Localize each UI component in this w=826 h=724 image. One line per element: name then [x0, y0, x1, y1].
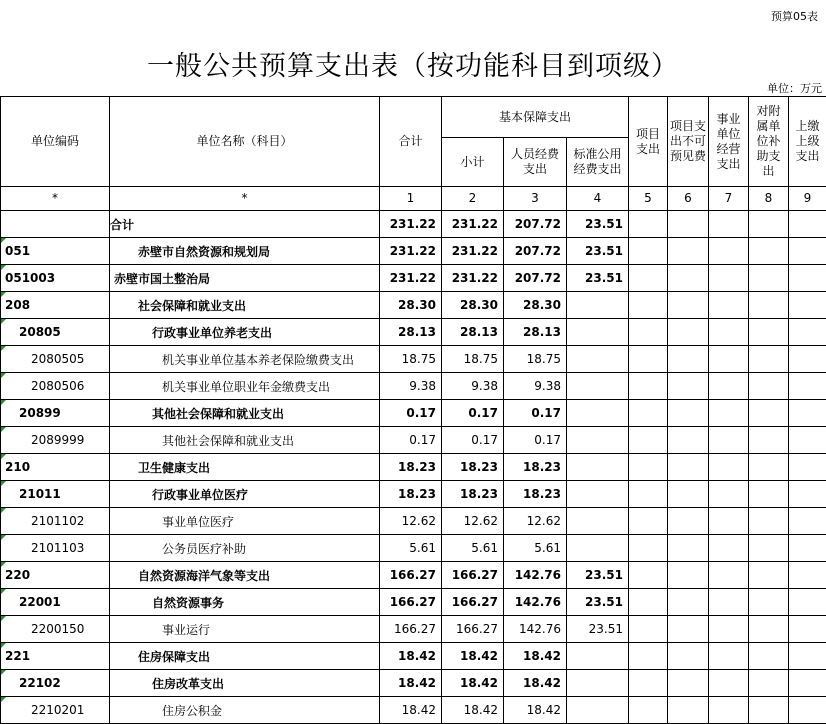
column-number: 9 [789, 187, 826, 211]
row-code: 220 [1, 562, 110, 589]
row-empty-cell [629, 589, 668, 616]
row-name: 社会保障和就业支出 [110, 292, 380, 319]
header-business: 事业单位经营支出 [709, 97, 749, 187]
row-empty-cell [709, 643, 749, 670]
row-total: 28.30 [380, 292, 442, 319]
row-empty-cell [709, 454, 749, 481]
row-empty-cell [629, 508, 668, 535]
table-row [1, 643, 826, 670]
row-standard [567, 346, 629, 373]
row-subtotal: 18.23 [442, 454, 504, 481]
row-empty-cell [629, 454, 668, 481]
row-name: 合计 [110, 211, 380, 238]
row-empty-cell [749, 670, 789, 697]
row-name: 住房公积金 [110, 697, 380, 724]
row-empty-cell [749, 589, 789, 616]
column-number: 1 [380, 187, 442, 211]
row-code: 2101103 [1, 535, 110, 562]
row-empty-cell [749, 535, 789, 562]
row-empty-cell [709, 292, 749, 319]
row-code: 22102 [1, 670, 110, 697]
row-empty-cell [789, 427, 826, 454]
row-empty-cell [629, 211, 668, 238]
header-star: * [1, 187, 110, 211]
row-empty-cell [668, 238, 709, 265]
row-code: 208 [1, 292, 110, 319]
row-empty-cell [629, 697, 668, 724]
row-empty-cell [668, 508, 709, 535]
header-name: 单位名称（科目） [110, 97, 380, 187]
row-empty-cell [629, 535, 668, 562]
row-total: 18.42 [380, 670, 442, 697]
row-empty-cell [629, 292, 668, 319]
row-personnel: 18.75 [504, 346, 567, 373]
row-personnel: 0.17 [504, 400, 567, 427]
row-empty-cell [668, 346, 709, 373]
row-empty-cell [629, 319, 668, 346]
row-personnel: 5.61 [504, 535, 567, 562]
row-subtotal: 231.22 [442, 211, 504, 238]
table-row [1, 589, 826, 616]
row-empty-cell [789, 616, 826, 643]
row-empty-cell [629, 373, 668, 400]
row-empty-cell [789, 697, 826, 724]
row-empty-cell [629, 427, 668, 454]
column-number: 6 [668, 187, 709, 211]
table-row [1, 535, 826, 562]
table-row [1, 562, 826, 589]
row-empty-cell [709, 481, 749, 508]
header-subsidy: 对附属单位补助支出 [749, 97, 789, 187]
row-personnel: 0.17 [504, 427, 567, 454]
row-empty-cell [789, 265, 826, 292]
row-empty-cell [709, 427, 749, 454]
row-total: 231.22 [380, 211, 442, 238]
row-empty-cell [789, 238, 826, 265]
row-personnel: 142.76 [504, 616, 567, 643]
row-total: 18.23 [380, 481, 442, 508]
row-empty-cell [709, 670, 749, 697]
header-project: 项目支出 [629, 97, 668, 187]
row-subtotal: 18.42 [442, 697, 504, 724]
unit-label: 单位：万元 [767, 80, 822, 96]
row-subtotal: 18.42 [442, 670, 504, 697]
row-empty-cell [789, 535, 826, 562]
row-standard: 23.51 [567, 238, 629, 265]
row-standard [567, 535, 629, 562]
header-code: 单位编码 [1, 97, 110, 187]
row-name: 自然资源事务 [110, 589, 380, 616]
row-empty-cell [709, 562, 749, 589]
table-row [1, 211, 826, 238]
row-standard [567, 319, 629, 346]
row-empty-cell [749, 697, 789, 724]
row-empty-cell [749, 319, 789, 346]
row-name: 其他社会保障和就业支出 [110, 400, 380, 427]
row-standard [567, 670, 629, 697]
row-standard [567, 454, 629, 481]
row-total: 231.22 [380, 238, 442, 265]
row-code: 2101102 [1, 508, 110, 535]
table-row [1, 238, 826, 265]
row-name: 自然资源海洋气象等支出 [110, 562, 380, 589]
column-number: 8 [749, 187, 789, 211]
table-row [1, 481, 826, 508]
row-subtotal: 28.13 [442, 319, 504, 346]
row-standard [567, 373, 629, 400]
row-empty-cell [749, 400, 789, 427]
header-unforeseen: 项目支出不可预见费 [668, 97, 709, 187]
row-empty-cell [668, 373, 709, 400]
row-subtotal: 231.22 [442, 238, 504, 265]
row-empty-cell [668, 292, 709, 319]
row-empty-cell [789, 319, 826, 346]
table-row [1, 346, 826, 373]
row-total: 18.23 [380, 454, 442, 481]
row-empty-cell [629, 265, 668, 292]
row-subtotal: 166.27 [442, 562, 504, 589]
row-personnel: 207.72 [504, 238, 567, 265]
table-row [1, 427, 826, 454]
table-row [1, 373, 826, 400]
row-personnel: 142.76 [504, 562, 567, 589]
row-empty-cell [789, 589, 826, 616]
row-empty-cell [709, 265, 749, 292]
row-personnel: 18.23 [504, 481, 567, 508]
row-empty-cell [668, 697, 709, 724]
row-code: 2200150 [1, 616, 110, 643]
row-empty-cell [749, 346, 789, 373]
row-personnel: 207.72 [504, 265, 567, 292]
row-empty-cell [789, 454, 826, 481]
row-standard [567, 292, 629, 319]
column-number: 4 [567, 187, 629, 211]
row-code: 210 [1, 454, 110, 481]
row-empty-cell [709, 535, 749, 562]
row-empty-cell [668, 589, 709, 616]
column-number: 7 [709, 187, 749, 211]
row-empty-cell [629, 346, 668, 373]
row-empty-cell [709, 589, 749, 616]
row-empty-cell [749, 292, 789, 319]
row-name: 住房改革支出 [110, 670, 380, 697]
header-total: 合计 [380, 97, 442, 187]
header-star: * [110, 187, 380, 211]
row-empty-cell [789, 373, 826, 400]
row-subtotal: 18.23 [442, 481, 504, 508]
table-row [1, 670, 826, 697]
row-subtotal: 28.30 [442, 292, 504, 319]
row-empty-cell [749, 238, 789, 265]
row-total: 0.17 [380, 427, 442, 454]
row-empty-cell [709, 346, 749, 373]
row-empty-cell [668, 427, 709, 454]
table-row [1, 319, 826, 346]
row-name: 机关事业单位职业年金缴费支出 [110, 373, 380, 400]
row-empty-cell [668, 319, 709, 346]
row-personnel: 18.42 [504, 670, 567, 697]
row-empty-cell [709, 616, 749, 643]
row-total: 9.38 [380, 373, 442, 400]
row-name: 赤壁市国土整治局 [110, 265, 380, 292]
row-standard: 23.51 [567, 265, 629, 292]
row-empty-cell [749, 616, 789, 643]
header-personnel: 人员经费支出 [504, 138, 567, 187]
row-empty-cell [709, 400, 749, 427]
row-subtotal: 18.75 [442, 346, 504, 373]
row-total: 18.42 [380, 697, 442, 724]
row-name: 公务员医疗补助 [110, 535, 380, 562]
page-title: 一般公共预算支出表（按功能科目到项级） [0, 44, 826, 83]
row-code: 21011 [1, 481, 110, 508]
row-empty-cell [789, 670, 826, 697]
row-empty-cell [629, 562, 668, 589]
row-empty-cell [749, 508, 789, 535]
row-empty-cell [789, 292, 826, 319]
row-subtotal: 166.27 [442, 589, 504, 616]
row-standard: 23.51 [567, 562, 629, 589]
row-personnel: 12.62 [504, 508, 567, 535]
header-standard: 标准公用经费支出 [567, 138, 629, 187]
row-personnel: 18.23 [504, 454, 567, 481]
row-name: 事业单位医疗 [110, 508, 380, 535]
row-subtotal: 231.22 [442, 265, 504, 292]
row-code: 2210201 [1, 697, 110, 724]
row-empty-cell [789, 400, 826, 427]
row-empty-cell [749, 481, 789, 508]
row-standard [567, 643, 629, 670]
row-code: 051 [1, 238, 110, 265]
row-empty-cell [668, 535, 709, 562]
row-name: 卫生健康支出 [110, 454, 380, 481]
row-empty-cell [668, 211, 709, 238]
row-total: 28.13 [380, 319, 442, 346]
row-code: 2080506 [1, 373, 110, 400]
column-number: 2 [442, 187, 504, 211]
row-empty-cell [789, 562, 826, 589]
row-standard: 23.51 [567, 589, 629, 616]
row-name: 其他社会保障和就业支出 [110, 427, 380, 454]
table-row [1, 616, 826, 643]
row-code: 2089999 [1, 427, 110, 454]
row-total: 166.27 [380, 589, 442, 616]
row-empty-cell [629, 643, 668, 670]
row-standard [567, 427, 629, 454]
row-personnel: 9.38 [504, 373, 567, 400]
row-empty-cell [709, 211, 749, 238]
row-name: 行政事业单位医疗 [110, 481, 380, 508]
row-total: 166.27 [380, 616, 442, 643]
row-total: 0.17 [380, 400, 442, 427]
row-personnel: 28.13 [504, 319, 567, 346]
row-name: 住房保障支出 [110, 643, 380, 670]
row-empty-cell [749, 454, 789, 481]
row-name: 机关事业单位基本养老保险缴费支出 [110, 346, 380, 373]
row-code: 221 [1, 643, 110, 670]
row-empty-cell [789, 508, 826, 535]
row-empty-cell [749, 427, 789, 454]
row-standard: 23.51 [567, 616, 629, 643]
row-total: 231.22 [380, 265, 442, 292]
row-empty-cell [629, 616, 668, 643]
row-empty-cell [668, 265, 709, 292]
row-empty-cell [749, 373, 789, 400]
budget-table [0, 96, 826, 724]
table-row [1, 400, 826, 427]
row-code: 051003 [1, 265, 110, 292]
row-personnel: 18.42 [504, 697, 567, 724]
row-standard: 23.51 [567, 211, 629, 238]
row-empty-cell [749, 265, 789, 292]
row-empty-cell [668, 481, 709, 508]
row-empty-cell [709, 238, 749, 265]
row-empty-cell [789, 211, 826, 238]
row-personnel: 18.42 [504, 643, 567, 670]
row-empty-cell [749, 643, 789, 670]
row-total: 5.61 [380, 535, 442, 562]
row-name: 事业运行 [110, 616, 380, 643]
row-empty-cell [709, 319, 749, 346]
row-subtotal: 5.61 [442, 535, 504, 562]
row-standard [567, 400, 629, 427]
row-code: 2080505 [1, 346, 110, 373]
row-name: 赤壁市自然资源和规划局 [110, 238, 380, 265]
row-empty-cell [668, 562, 709, 589]
row-empty-cell [749, 211, 789, 238]
row-empty-cell [709, 697, 749, 724]
row-personnel: 28.30 [504, 292, 567, 319]
row-empty-cell [789, 346, 826, 373]
row-empty-cell [789, 643, 826, 670]
row-empty-cell [709, 508, 749, 535]
row-empty-cell [668, 643, 709, 670]
column-number: 5 [629, 187, 668, 211]
row-total: 18.42 [380, 643, 442, 670]
row-empty-cell [629, 238, 668, 265]
form-number: 预算05表 [771, 8, 818, 24]
row-subtotal: 166.27 [442, 616, 504, 643]
row-subtotal: 18.42 [442, 643, 504, 670]
row-standard [567, 697, 629, 724]
row-empty-cell [749, 562, 789, 589]
row-code: 20899 [1, 400, 110, 427]
row-subtotal: 12.62 [442, 508, 504, 535]
table-row [1, 292, 826, 319]
row-empty-cell [629, 670, 668, 697]
row-total: 166.27 [380, 562, 442, 589]
column-number: 3 [504, 187, 567, 211]
row-subtotal: 0.17 [442, 427, 504, 454]
row-empty-cell [668, 670, 709, 697]
row-total: 12.62 [380, 508, 442, 535]
row-empty-cell [629, 400, 668, 427]
table-row [1, 508, 826, 535]
row-standard [567, 481, 629, 508]
row-empty-cell [629, 481, 668, 508]
row-standard [567, 508, 629, 535]
row-code [1, 211, 110, 238]
row-empty-cell [709, 373, 749, 400]
row-personnel: 142.76 [504, 589, 567, 616]
header-subtotal: 小计 [442, 138, 504, 187]
header-upper: 上缴上级支出 [789, 97, 826, 187]
row-code: 20805 [1, 319, 110, 346]
table-row [1, 697, 826, 724]
row-empty-cell [668, 454, 709, 481]
row-code: 22001 [1, 589, 110, 616]
row-name: 行政事业单位养老支出 [110, 319, 380, 346]
row-total: 18.75 [380, 346, 442, 373]
row-personnel: 207.72 [504, 211, 567, 238]
row-empty-cell [668, 616, 709, 643]
header-basic: 基本保障支出 [442, 97, 629, 138]
row-empty-cell [668, 400, 709, 427]
row-empty-cell [789, 481, 826, 508]
table-row [1, 265, 826, 292]
row-subtotal: 0.17 [442, 400, 504, 427]
table-row [1, 454, 826, 481]
row-subtotal: 9.38 [442, 373, 504, 400]
